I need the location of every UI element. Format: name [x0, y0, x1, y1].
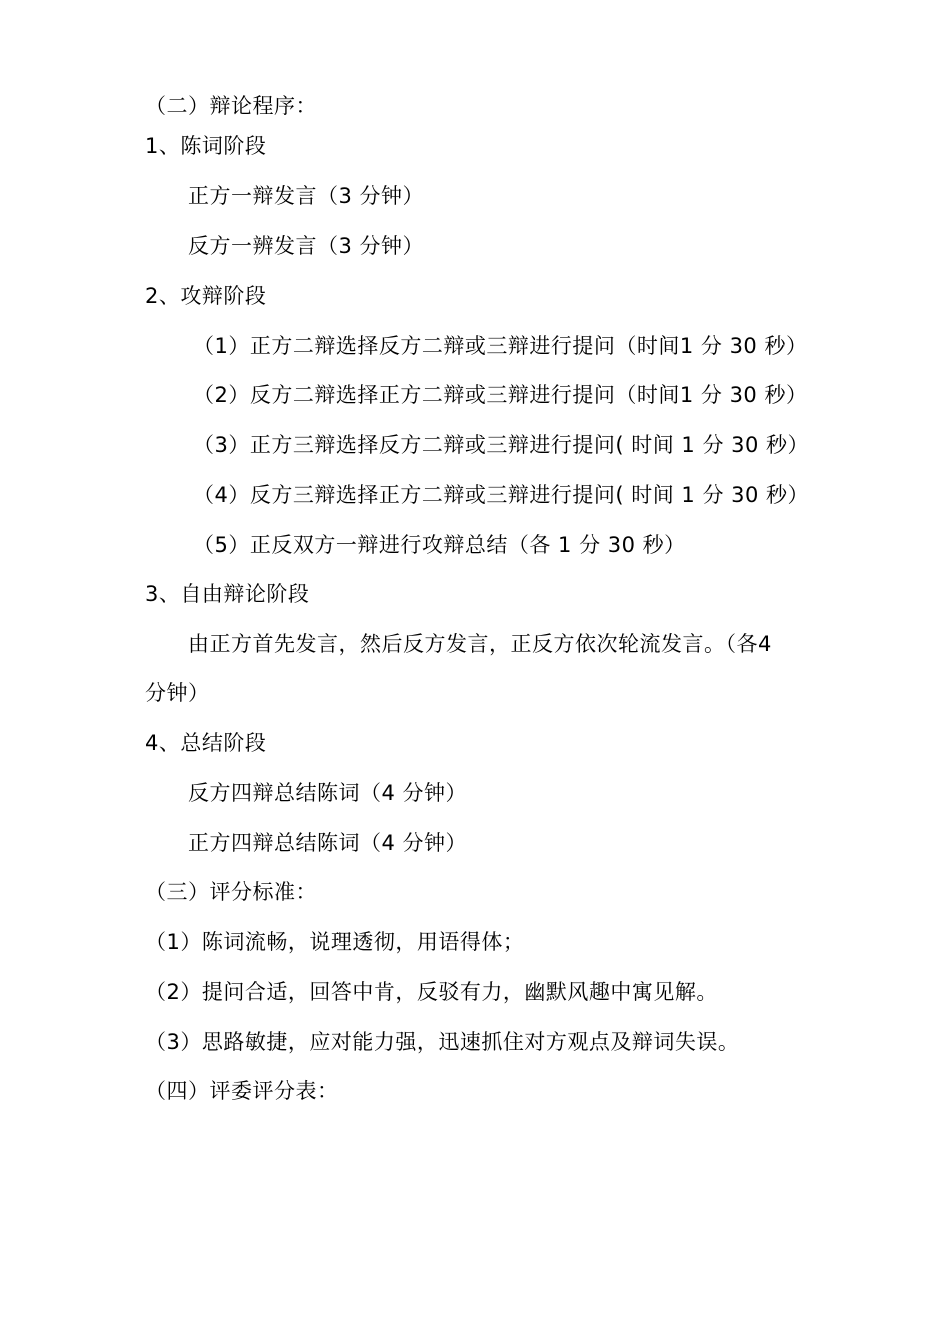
criteria-item-3: （3）思路敏捷，应对能力强，迅速抓住对方观点及辩词失误。: [145, 1030, 740, 1054]
opening-item-negative: 反方一辨发言（3 分钟）: [188, 234, 425, 258]
stage-title-free-debate: 3、自由辩论阶段: [145, 582, 310, 606]
opening-item-affirmative: 正方一辩发言（3 分钟）: [188, 184, 425, 208]
section-heading-scoring-criteria: （三）评分标准：: [145, 880, 317, 904]
closing-item-affirmative: 正方四辩总结陈词（4 分钟）: [188, 831, 468, 855]
cross-exam-item-3: （3）正方三辩选择反方二辩或三辩进行提问( 时间 1 分 30 秒）: [193, 433, 810, 457]
stage-title-cross-exam: 2、攻辩阶段: [145, 284, 267, 308]
free-debate-text-line2: 分钟）: [145, 681, 210, 705]
criteria-item-1: （1）陈词流畅，说理透彻，用语得体；: [145, 930, 525, 954]
closing-item-negative: 反方四辩总结陈词（4 分钟）: [188, 781, 468, 805]
cross-exam-item-5: （5）正反双方一辩进行攻辩总结（各 1 分 30 秒）: [193, 533, 686, 557]
free-debate-text-line1: 由正方首先发言，然后反方发言，正反方依次轮流发言。（各4: [188, 632, 772, 656]
stage-title-closing: 4、总结阶段: [145, 731, 267, 755]
stage-title-opening: 1、陈词阶段: [145, 134, 267, 158]
cross-exam-item-1: （1）正方二辩选择反方二辩或三辩进行提问（时间1 分 30 秒）: [193, 334, 808, 358]
cross-exam-item-4: （4）反方三辩选择正方二辩或三辩进行提问( 时间 1 分 30 秒）: [193, 483, 810, 507]
section-heading-debate-procedure: （二）辩论程序：: [145, 94, 317, 118]
criteria-item-2: （2）提问合适，回答中肯，反驳有力，幽默风趣中寓见解。: [145, 980, 718, 1004]
section-heading-judge-scoresheet: （四）评委评分表：: [145, 1079, 339, 1103]
cross-exam-item-2: （2）反方二辩选择正方二辩或三辩进行提问（时间1 分 30 秒）: [193, 383, 808, 407]
